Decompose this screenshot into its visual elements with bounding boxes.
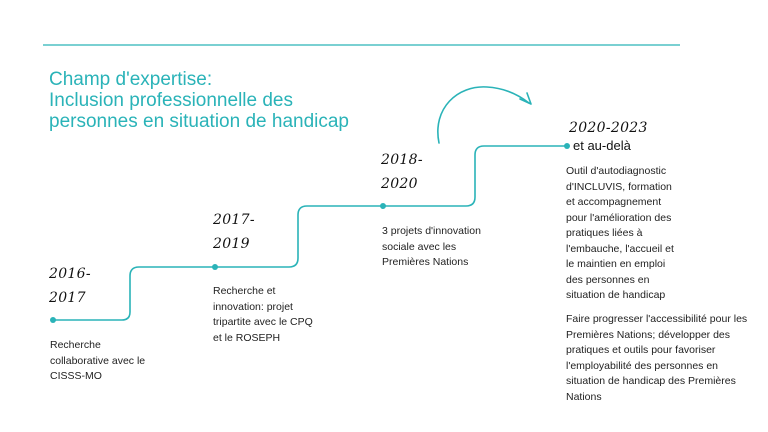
desc-line: 3 projets d'innovation	[382, 225, 481, 237]
desc-line: pour l'amélioration des	[566, 211, 672, 224]
year-line-2: 2020	[381, 176, 418, 192]
milestone-desc-2016	[50, 338, 145, 385]
desc-line: innovation: projet	[213, 300, 293, 313]
milestone-dot-2017	[212, 264, 218, 270]
milestone-dot-2016	[50, 317, 56, 323]
desc-line: collaborative avec le	[50, 354, 146, 367]
desc-line: l'employabilité des personnes en	[566, 359, 719, 372]
desc-line: le maintien en emploi	[566, 258, 666, 270]
desc-line: Recherche et	[213, 285, 276, 297]
desc-line: Nations	[566, 390, 602, 403]
desc-line: Premières Nations	[382, 256, 469, 268]
desc-line: Recherche	[50, 339, 101, 351]
desc-line: et accompagnement	[566, 196, 662, 208]
desc-line: Faire progresser l'accessibilité pour les	[566, 313, 748, 325]
title-line-2: Inclusion professionnelle des	[49, 90, 293, 111]
desc-line: et le ROSEPH	[213, 331, 281, 344]
desc-line: pratiques et outils pour favoriser	[566, 344, 716, 356]
milestone-year-2020-tail: et au-delà	[573, 138, 631, 153]
milestone-year-2017	[213, 208, 255, 256]
desc-line: CISSS-MO	[50, 370, 102, 382]
desc-line: situation de handicap des Premières	[566, 375, 736, 387]
desc-line: Premières Nations; développer des	[566, 328, 731, 341]
milestone-dot-2020	[564, 143, 570, 149]
curved-arrow-icon	[438, 87, 529, 143]
desc-line: tripartite avec le CPQ	[213, 316, 313, 328]
year-line-1: 2018-	[381, 152, 423, 168]
year-line-1: 2017-	[213, 212, 255, 228]
milestone-year-2016	[49, 262, 91, 310]
year-line-2: 2017	[49, 290, 86, 306]
title-line-1: Champ d'expertise:	[49, 69, 213, 90]
year-line-2: 2019	[213, 236, 250, 252]
milestone-dot-2018	[380, 203, 386, 209]
desc-line: sociale avec les	[382, 240, 457, 253]
desc-line: l'embauche, l'accueil et	[566, 242, 674, 255]
milestone-desc-2017	[213, 284, 313, 346]
year-line-1: 2020-2023	[569, 120, 648, 136]
desc-line: des personnes en	[566, 273, 650, 286]
milestone-desc-2020	[566, 164, 674, 304]
milestone-year-2018	[381, 148, 423, 196]
page-title	[49, 69, 379, 132]
title-line-3: personnes en situation de handicap	[49, 111, 350, 132]
desc-line: situation de handicap	[566, 289, 666, 301]
desc-line: pratiques liées à	[566, 227, 643, 239]
milestone-desc-2020-extra	[566, 312, 747, 405]
desc-line: d'INCLUVIS, formation	[566, 180, 672, 193]
desc-line: Outil d'autodiagnostic	[566, 165, 667, 177]
year-line-1: 2016-	[49, 266, 91, 282]
milestone-desc-2018	[382, 224, 481, 271]
